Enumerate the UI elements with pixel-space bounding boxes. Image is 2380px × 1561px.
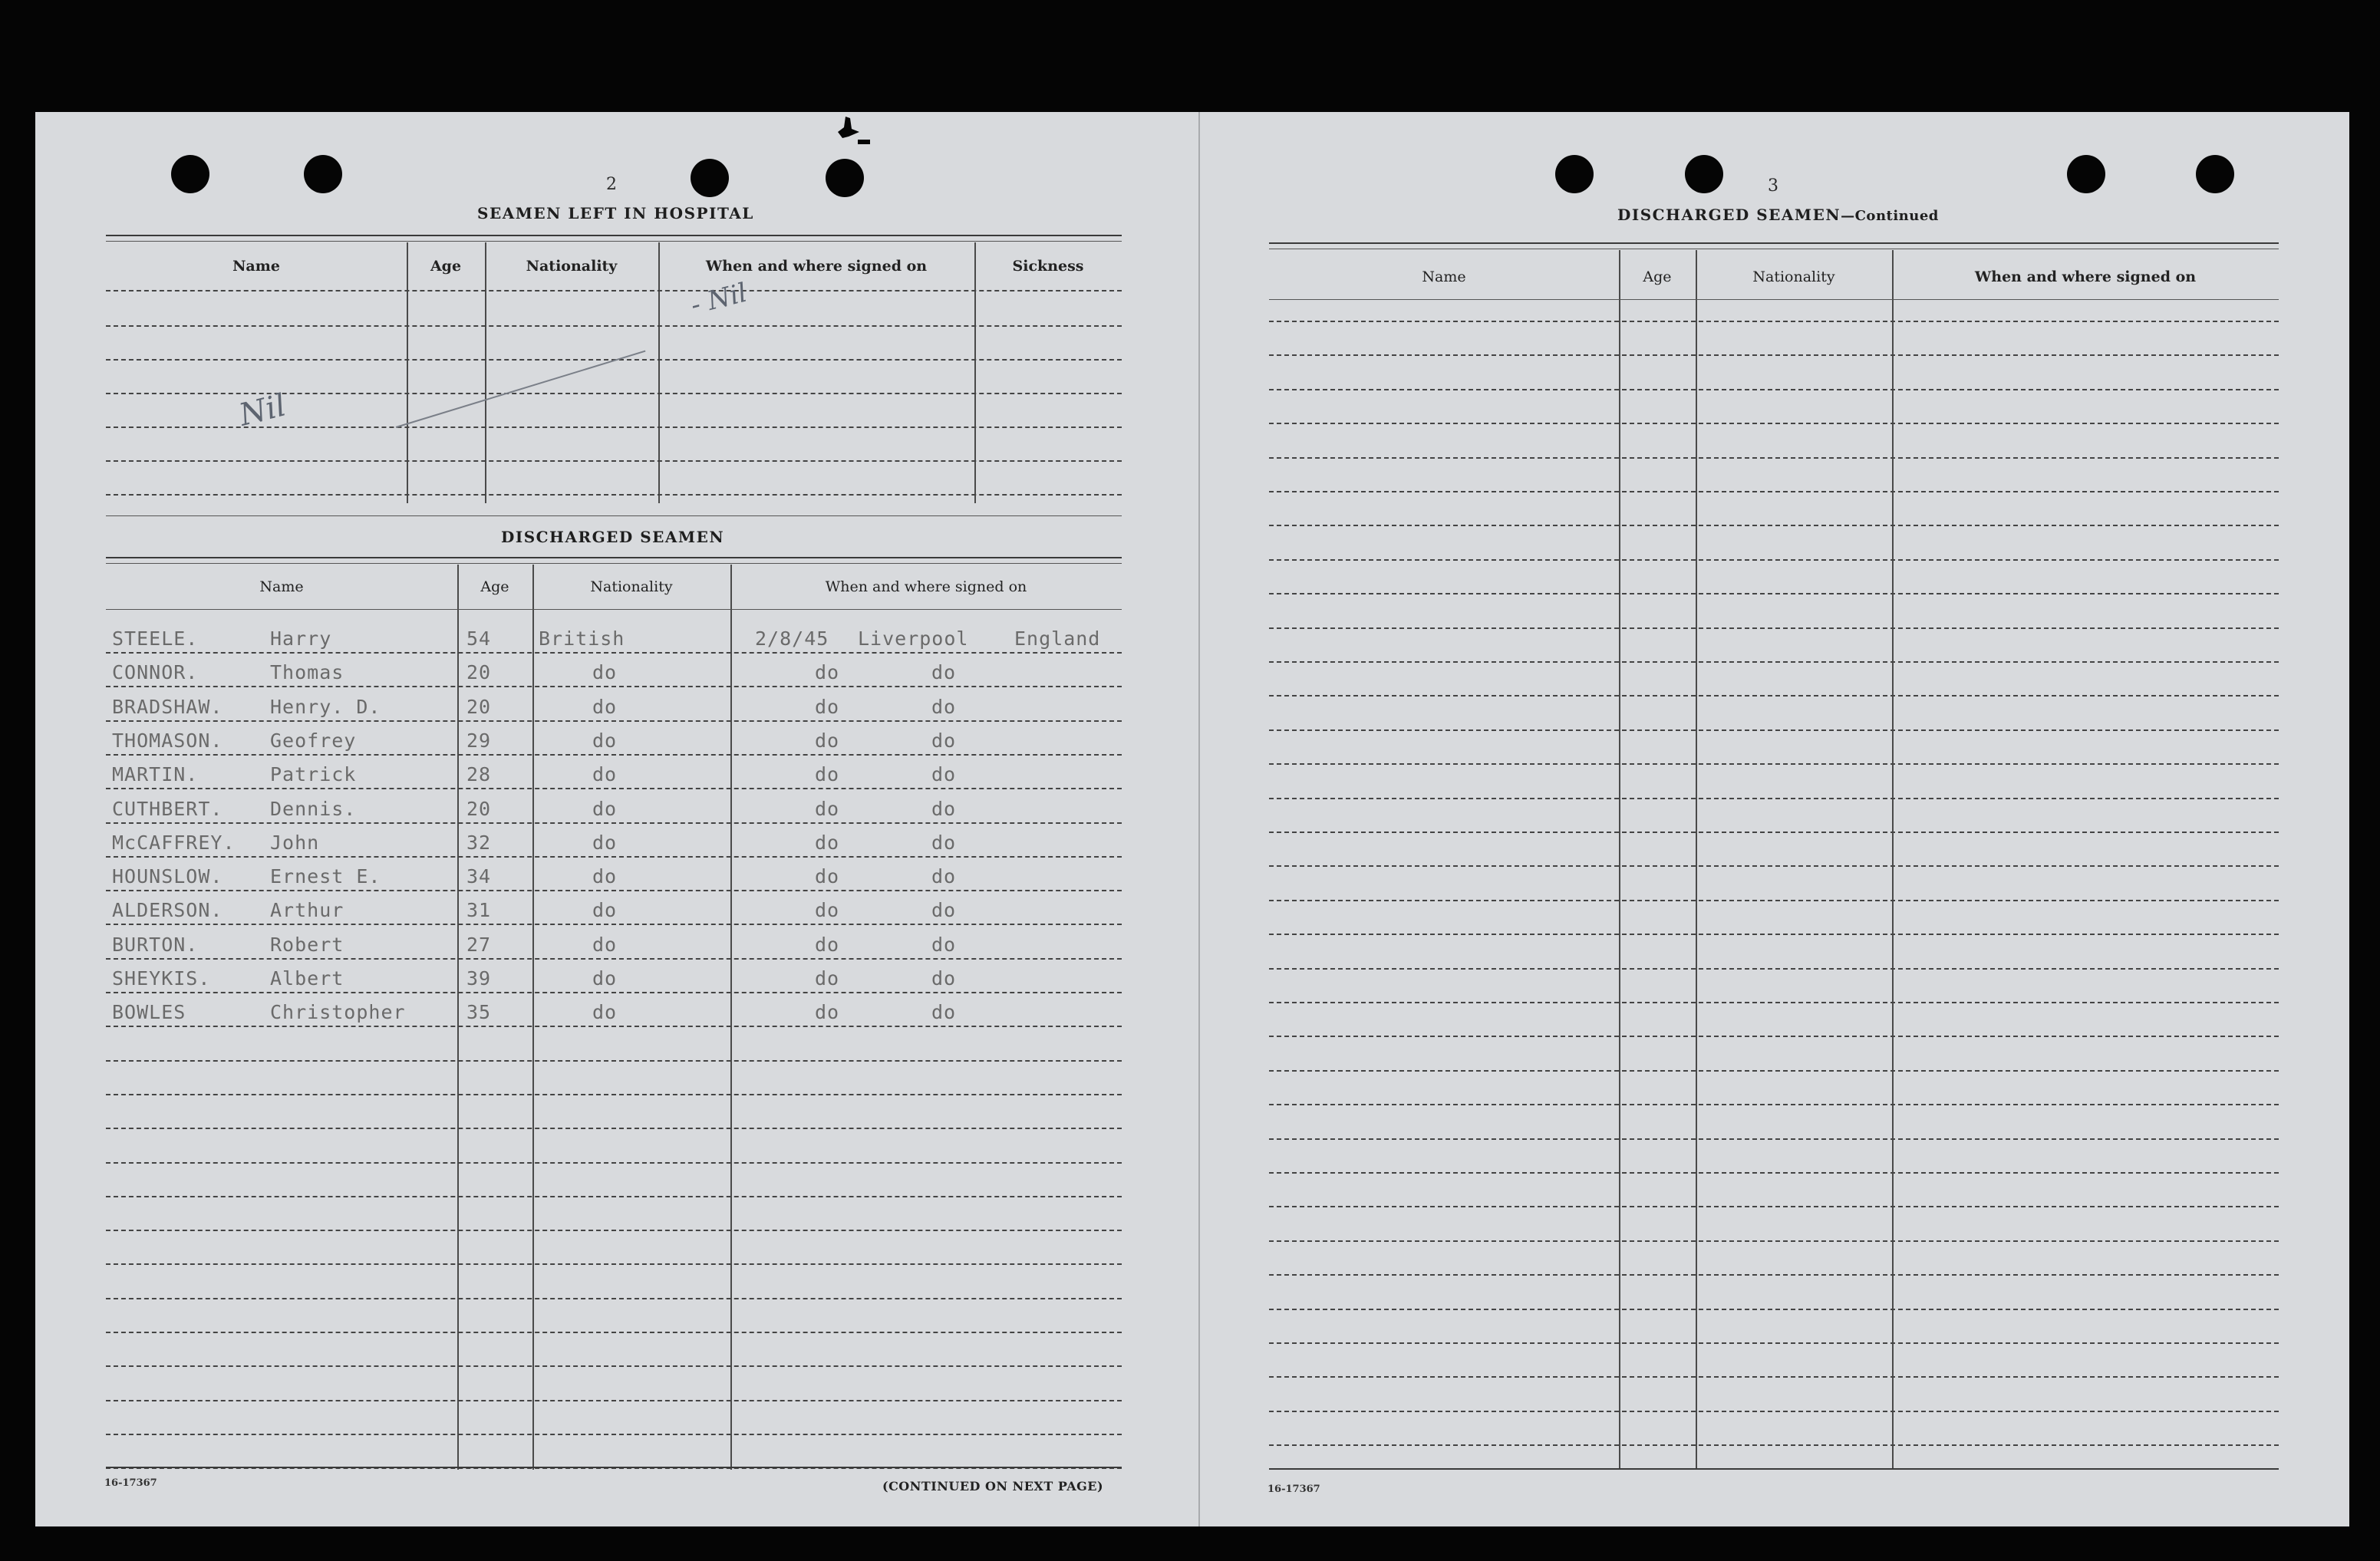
signed-on-date: do — [815, 934, 840, 956]
signed-on-place: do — [931, 729, 957, 752]
rule-line — [1269, 1104, 2279, 1105]
rule-line — [106, 652, 1122, 654]
seaman-nationality: do — [592, 696, 618, 718]
rule-line — [1269, 457, 2279, 459]
rule-line — [1269, 729, 2279, 731]
column-divider — [407, 242, 408, 503]
seaman-surname: SHEYKIS. — [112, 967, 211, 990]
rule-line — [106, 494, 1122, 496]
rule-line — [106, 1196, 1122, 1197]
rule-line — [1269, 1309, 2279, 1310]
rule-line — [1269, 763, 2279, 765]
signed-on-place: do — [931, 865, 957, 888]
rule-line — [106, 1332, 1122, 1333]
rule-line — [1269, 900, 2279, 901]
punch-hole — [304, 155, 342, 193]
seaman-age: 27 — [466, 934, 492, 956]
column-header: Nationality — [1752, 268, 1835, 285]
rule-line — [1269, 798, 2279, 799]
rule-line — [1269, 832, 2279, 833]
seaman-given-name: Christopher — [270, 1001, 406, 1023]
title-main: DISCHARGED SEAMEN — [1617, 206, 1841, 224]
rule-line — [106, 515, 1122, 516]
column-divider — [457, 565, 459, 1470]
seaman-surname: MARTIN. — [112, 763, 199, 785]
rule-line — [1269, 559, 2279, 561]
rule-line — [1269, 299, 2279, 300]
seaman-surname: BRADSHAW. — [112, 696, 223, 718]
punch-hole — [2196, 155, 2234, 193]
seaman-age: 35 — [466, 1001, 492, 1023]
seaman-age: 39 — [466, 967, 492, 990]
rule-line — [106, 958, 1122, 960]
column-header: When and where signed on — [825, 578, 1027, 595]
seaman-age: 32 — [466, 832, 492, 854]
column-header: Name — [259, 578, 304, 595]
seaman-surname: THOMASON. — [112, 729, 223, 752]
seaman-given-name: Arthur — [270, 899, 344, 921]
signed-on-date: do — [815, 899, 840, 921]
column-header: Name — [1422, 268, 1466, 285]
column-divider — [485, 242, 486, 503]
rule-line — [1269, 1468, 2279, 1470]
column-divider — [1619, 250, 1620, 1470]
seaman-nationality: do — [592, 1001, 618, 1023]
column-header: Nationality — [590, 578, 673, 595]
rule-line — [1269, 968, 2279, 970]
punch-hole — [2067, 155, 2105, 193]
signed-on-place: do — [931, 832, 957, 854]
signed-on-place: do — [931, 696, 957, 718]
signed-on-date: do — [815, 832, 840, 854]
signed-on-date: do — [815, 696, 840, 718]
column-header: Age — [1643, 268, 1672, 285]
page-number: 3 — [1768, 176, 1778, 196]
rule-line — [106, 1365, 1122, 1367]
rule-line — [1269, 242, 2279, 244]
column-header: Age — [430, 258, 462, 275]
seaman-surname: CUTHBERT. — [112, 798, 223, 820]
rule-line — [1269, 491, 2279, 492]
seaman-given-name: Ernest E. — [270, 865, 381, 888]
rule-line — [106, 1094, 1122, 1095]
signed-on-date: do — [815, 1001, 840, 1023]
handwritten-nil: - Nil — [687, 277, 750, 321]
rule-line — [106, 1230, 1122, 1231]
rule-line — [106, 1263, 1122, 1265]
rule-line — [106, 1162, 1122, 1164]
rule-line — [106, 235, 1122, 236]
signed-on-date: do — [815, 798, 840, 820]
column-header: When and where signed on — [1974, 268, 2197, 285]
seaman-nationality: do — [592, 661, 618, 683]
rule-line — [106, 890, 1122, 891]
seaman-age: 20 — [466, 661, 492, 683]
rule-line — [1269, 1411, 2279, 1412]
seaman-age: 20 — [466, 798, 492, 820]
signed-on-date: do — [815, 763, 840, 785]
rule-line — [1269, 354, 2279, 356]
rule-line — [1269, 1444, 2279, 1446]
rule-line — [1269, 389, 2279, 390]
rule-line — [1269, 1002, 2279, 1003]
rule-line — [106, 856, 1122, 858]
rule-line — [1269, 934, 2279, 935]
column-header: When and where signed on — [705, 258, 928, 275]
rule-line — [106, 686, 1122, 687]
rule-line — [106, 1026, 1122, 1027]
rule-line — [1269, 525, 2279, 526]
hospital-section-title: SEAMEN LEFT IN HOSPITAL — [477, 204, 754, 222]
seaman-given-name: Patrick — [270, 763, 357, 785]
signed-on-country: England — [1014, 627, 1101, 650]
rule-line — [1269, 1206, 2279, 1207]
rule-line — [1269, 423, 2279, 424]
rule-line — [106, 1298, 1122, 1299]
seaman-nationality: do — [592, 899, 618, 921]
signed-on-place: do — [931, 934, 957, 956]
rule-line — [1269, 1376, 2279, 1378]
rule-line — [1269, 1342, 2279, 1344]
rule-line — [1269, 627, 2279, 629]
rule-line — [106, 325, 1122, 327]
seaman-given-name: John — [270, 832, 320, 854]
seaman-nationality: do — [592, 798, 618, 820]
signed-on-place: Liverpool — [858, 627, 969, 650]
signed-on-date: do — [815, 865, 840, 888]
document-sheet — [35, 112, 2349, 1526]
seaman-surname: CONNOR. — [112, 661, 199, 683]
rule-line — [106, 788, 1122, 789]
seaman-nationality: do — [592, 934, 618, 956]
rule-line — [1269, 1138, 2279, 1140]
column-header: Name — [232, 258, 280, 275]
rule-line — [1269, 865, 2279, 867]
discharged-continued-title — [1617, 206, 1939, 224]
rule-line — [106, 460, 1122, 462]
seaman-age: 20 — [466, 696, 492, 718]
page-number: 2 — [606, 175, 617, 194]
column-divider — [1696, 250, 1697, 1470]
continued-note: (CONTINUED ON NEXT PAGE) — [882, 1479, 1104, 1493]
seaman-surname: McCAFFREY. — [112, 832, 236, 854]
rule-line — [1269, 661, 2279, 663]
handwritten-nil: Nil — [236, 387, 290, 433]
seaman-nationality: do — [592, 967, 618, 990]
seaman-given-name: Albert — [270, 967, 344, 990]
column-divider — [532, 565, 534, 1470]
seaman-nationality: do — [592, 865, 618, 888]
rule-line — [106, 1434, 1122, 1435]
seaman-given-name: Geofrey — [270, 729, 357, 752]
seaman-surname: HOUNSLOW. — [112, 865, 223, 888]
rule-line — [1269, 1036, 2279, 1037]
signed-on-place: do — [931, 763, 957, 785]
signed-on-date: do — [815, 661, 840, 683]
signed-on-place: do — [931, 798, 957, 820]
seaman-age: 28 — [466, 763, 492, 785]
seaman-surname: BOWLES — [112, 1001, 186, 1023]
rule-line — [106, 992, 1122, 993]
punch-hole — [1685, 155, 1723, 193]
seaman-age: 31 — [466, 899, 492, 921]
rule-line — [1269, 1070, 2279, 1072]
punch-hole — [1555, 155, 1594, 193]
ink-blot — [829, 115, 875, 152]
signed-on-date: do — [815, 729, 840, 752]
rule-line — [1269, 321, 2279, 322]
form-number: 16-17367 — [104, 1477, 157, 1489]
page-fold — [1198, 112, 1200, 1526]
form-number: 16-17367 — [1267, 1484, 1320, 1495]
column-divider — [1892, 250, 1894, 1470]
signed-on-date: 2/8/45 — [755, 627, 829, 650]
rule-line — [106, 1060, 1122, 1062]
rule-line — [106, 822, 1122, 824]
discharged-section-title: DISCHARGED SEAMEN — [501, 528, 725, 546]
rule-line — [1269, 695, 2279, 697]
seaman-surname: ALDERSON. — [112, 899, 223, 921]
punch-hole — [171, 155, 209, 193]
seaman-age: 29 — [466, 729, 492, 752]
column-header: Nationality — [526, 258, 618, 275]
rule-line — [1269, 593, 2279, 594]
seaman-age: 34 — [466, 865, 492, 888]
signed-on-place: do — [931, 661, 957, 683]
punch-hole — [826, 159, 864, 197]
column-divider — [974, 242, 976, 503]
seaman-given-name: Dennis. — [270, 798, 357, 820]
seaman-given-name: Thomas — [270, 661, 344, 683]
title-continued: —Continued — [1841, 208, 1939, 224]
signed-on-date: do — [815, 967, 840, 990]
seaman-nationality: do — [592, 729, 618, 752]
seaman-age: 54 — [466, 627, 492, 650]
rule-line — [1269, 1274, 2279, 1276]
rule-line — [106, 754, 1122, 756]
signed-on-place: do — [931, 1001, 957, 1023]
seaman-given-name: Harry — [270, 627, 332, 650]
rule-line — [106, 924, 1122, 925]
rule-line — [106, 290, 1122, 291]
rule-line — [1269, 1240, 2279, 1242]
rule-line — [106, 1467, 1122, 1468]
signed-on-place: do — [931, 967, 957, 990]
rule-line — [106, 609, 1122, 610]
rule-line — [106, 563, 1122, 564]
seaman-nationality: do — [592, 832, 618, 854]
seaman-surname: STEELE. — [112, 627, 199, 650]
rule-line — [1269, 1172, 2279, 1174]
column-divider — [658, 242, 660, 503]
column-divider — [730, 565, 732, 1470]
seaman-nationality: British — [539, 627, 625, 650]
seaman-given-name: Henry. D. — [270, 696, 381, 718]
rule-line — [106, 241, 1122, 242]
column-header: Sickness — [1012, 258, 1084, 275]
rule-line — [106, 720, 1122, 722]
seaman-surname: BURTON. — [112, 934, 199, 956]
punch-hole — [691, 159, 729, 197]
signed-on-place: do — [931, 899, 957, 921]
column-header: Age — [480, 578, 509, 595]
seaman-given-name: Robert — [270, 934, 344, 956]
rule-line — [106, 557, 1122, 558]
rule-line — [106, 1128, 1122, 1129]
seaman-nationality: do — [592, 763, 618, 785]
rule-line — [106, 1400, 1122, 1401]
